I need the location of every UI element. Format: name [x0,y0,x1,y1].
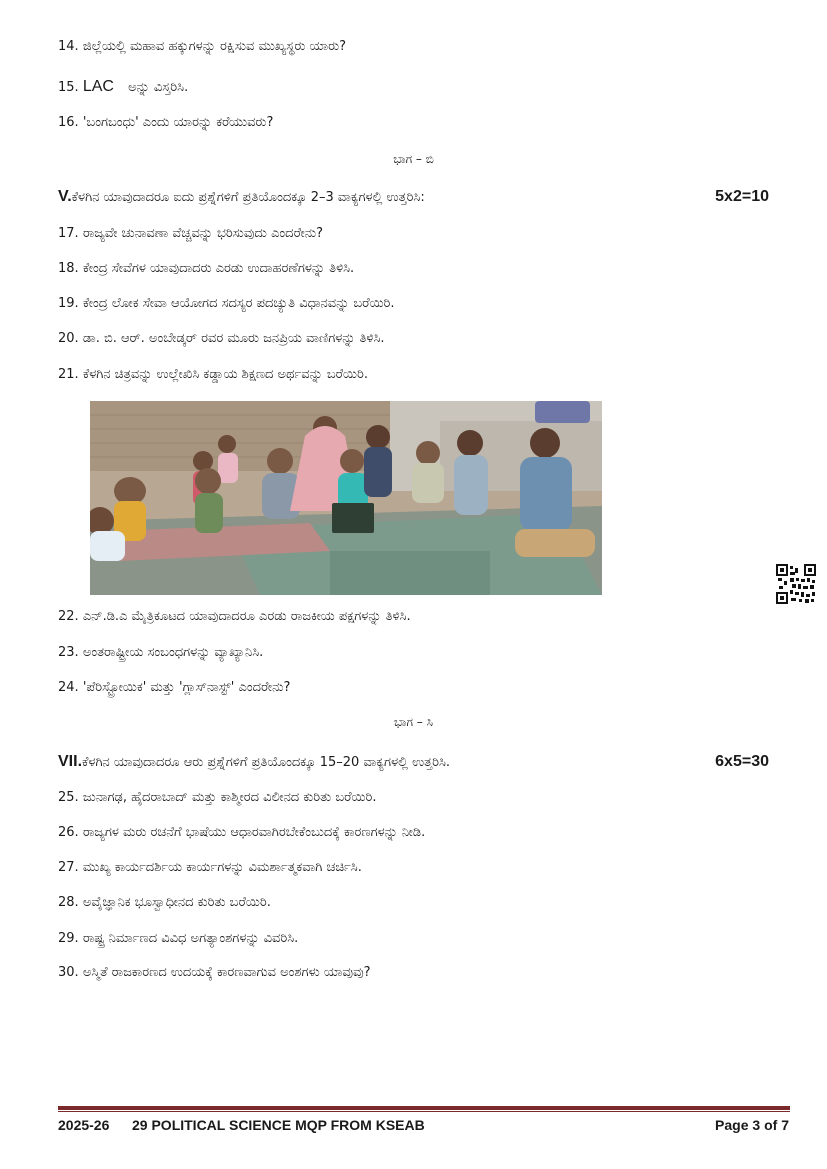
question-22 [58,608,411,626]
question-text: ಎನ್.ಡಿ.ಎ ಮೈತ್ರಿಕೂಟದ ಯಾವುದಾದರೂ ಎರಡು ರಾಜಕೀಯ ಪಕ್ಷಗಳನ್ನು ತಿಳಿಸಿ. [82,609,411,624]
part-b-title: ಭಾಗ – ಬಿ [393,152,434,166]
page-label: Page [715,1117,749,1133]
question-number: 14. [58,39,79,54]
question-17 [58,225,323,243]
question-28 [58,894,271,912]
question-18 [58,260,354,278]
question-text: ರಾಷ್ಟ್ರ ನಿರ್ಮಾಣದ ವಿವಿಧ ಅಗತ್ಯಾಂಶಗಳನ್ನು ವಿವರಿಸಿ. [82,931,299,946]
question-text: ಕೇಂದ್ರ ಸೇವೆಗಳ ಯಾವುದಾದರು ಎರಡು ಉದಾಹರಣೆಗಳನ್ನು ತಿಳಿಸಿ. [82,261,355,276]
footer-subject: 29 POLITICAL SCIENCE MQP FROM KSEAB [132,1117,425,1133]
question-text: ಡಾ. ಬಿ. ಆರ್. ಅಂಬೇಡ್ಕರ್ ರವರ ಮೂರು ಜನಪ್ರಿಯ ವಾಣಿಗಳನ್ನು ತಿಳಿಸಿ. [82,331,385,346]
question-text: ಅಸ್ಮಿತೆ ರಾಜಕಾರಣದ ಉದಯಕ್ಕೆ ಕಾರಣವಾಗುವ ಅಂಶಗಳು ಯಾವುವು? [82,965,371,980]
section-number: VII. [58,753,83,770]
page-current: 3 [752,1117,761,1133]
question-number: 18. [58,261,79,276]
question-number: 17. [58,226,79,241]
question-number: 19. [58,296,79,311]
question-text: 'ಪೆರಿಸ್ಟ್ರೋಯಿಕ' ಮತ್ತು 'ಗ್ಲಾಸ್‌ನಾಸ್ಟ್' ಎಂದರೇನು? [82,680,291,695]
footer-year: 2025-26 [58,1117,110,1133]
question-text: ಜಿಲ್ಲೆಯಲ್ಲಿ ಮಹಾವ ಹಕ್ಕುಗಳನ್ನು ರಕ್ಷಿಸುವ ಮುಖ್ಯಸ್ಥರು ಯಾರು? [82,39,346,54]
section-instruction: ಕೆಳಗಿನ ಯಾವುದಾದರೂ ಆರು ಪ್ರಶ್ನೆಗಳಿಗೆ ಪ್ರತಿಯೊಂದಕ್ಕೂ 15–20 ವಾಕ್ಯಗಳಲ್ಲಿ ಉತ್ತರಿಸಿ. [82,755,451,770]
children-photo-illustration [90,401,602,595]
question-text: ರಾಜ್ಯವೇ ಚುನಾವಣಾ ವೆಚ್ಚವನ್ನು ಭರಿಸುವುದು ಎಂದರೇನು? [82,226,323,241]
question-text: ಮುಖ್ಯ ಕಾರ್ಯದರ್ಶಿಯ ಕಾರ್ಯಗಳನ್ನು ವಿಮರ್ಶಾತ್ಮಕವಾಗಿ ಚರ್ಚಿಸಿ. [82,860,362,875]
question-23 [58,644,263,662]
footer-rule-thick [58,1106,790,1110]
qr-code-icon [776,564,816,604]
question-27 [58,859,362,877]
question-text: ರಾಜ್ಯಗಳ ಮರು ರಚನೆಗೆ ಭಾಷೆಯು ಆಧಾರವಾಗಿರಬೇಕೆಂಬುದಕ್ಕೆ ಕಾರಣಗಳನ್ನು ನೀಡಿ. [82,825,426,840]
section-v-heading [58,187,769,208]
section-number: V. [58,188,72,205]
section-vii-heading [58,752,769,773]
question-29 [58,930,298,948]
question-16 [58,114,273,132]
question-number: 29. [58,931,79,946]
question-text: ಜುನಾಗಢ, ಹೈದರಾಬಾದ್ ಮತ್ತು ಕಾಶ್ಮೀರದ ವಿಲೀನದ ಕುರಿತು ಬರೆಯಿರಿ. [82,790,377,805]
question-number: 15. [58,80,79,95]
question-number: 30. [58,965,79,980]
question-text: ಅನ್ನು ವಿಸ್ತರಿಸಿ. [128,80,189,95]
question-number: 27. [58,860,79,875]
question-text: 'ಬಂಗಬಂಧು' ಎಂದು ಯಾರನ್ನು ಕರೆಯುವರು? [82,115,274,130]
part-c-title: ಭಾಗ – ಸಿ [394,715,433,729]
question-text: ಕೆಳಗಿನ ಚಿತ್ರವನ್ನು ಉಲ್ಲೇಖಿಸಿ ಕಡ್ಡಾಯ ಶಿಕ್ಷಣದ ಅರ್ಥವನ್ನು ಬರೆಯಿರಿ. [82,367,369,382]
question-19 [58,295,395,313]
question-text: ಅಂತರಾಷ್ಟ್ರೀಯ ಸಂಬಂಧಗಳನ್ನು ವ್ಯಾಖ್ಯಾನಿಸಿ. [82,645,264,660]
question-20 [58,330,385,348]
question-26 [58,824,425,842]
question-number: 23. [58,645,79,660]
question-number: 25. [58,790,79,805]
page-total: 7 [781,1117,789,1133]
question-number: 21. [58,367,79,382]
question-number: 24. [58,680,79,695]
question-14 [58,38,346,56]
question-number: 20. [58,331,79,346]
question-30 [58,964,371,982]
section-instruction: ಕೆಳಗಿನ ಯಾವುದಾದರೂ ಐದು ಪ್ರಶ್ನೆಗಳಿಗೆ ಪ್ರತಿಯೊಂದಕ್ಕೂ 2–3 ವಾಕ್ಯಗಳಲ್ಲಿ ಉತ್ತರಿಸಿ: [71,190,425,205]
section-marks: 6x5=30 [715,753,769,770]
question-number: 22. [58,609,79,624]
question-number: 28. [58,895,79,910]
footer-rule-thin [58,1111,790,1112]
question-24 [58,679,290,697]
page-of: of [764,1117,778,1133]
question-number: 16. [58,115,79,130]
section-marks: 5x2=10 [715,188,769,205]
children-classroom-photo [90,401,602,595]
footer-page-number [715,1116,789,1134]
question-25 [58,789,377,807]
question-text: ಕೇಂದ್ರ ಲೋಕ ಸೇವಾ ಆಯೋಗದ ಸದಸ್ಯರ ಪದಚ್ಯುತಿ ವಿಧಾನವನ್ನು ಬರೆಯಿರಿ. [82,296,395,311]
question-text: ಅವೈಜ್ಞಾನಿಕ ಭೂಸ್ವಾಧೀನದ ಕುರಿತು ಬರೆಯಿರಿ. [82,895,271,910]
question-21 [58,366,368,384]
question-15 [58,78,188,97]
question-number: 26. [58,825,79,840]
abbreviation-lac: LAC [82,78,114,95]
